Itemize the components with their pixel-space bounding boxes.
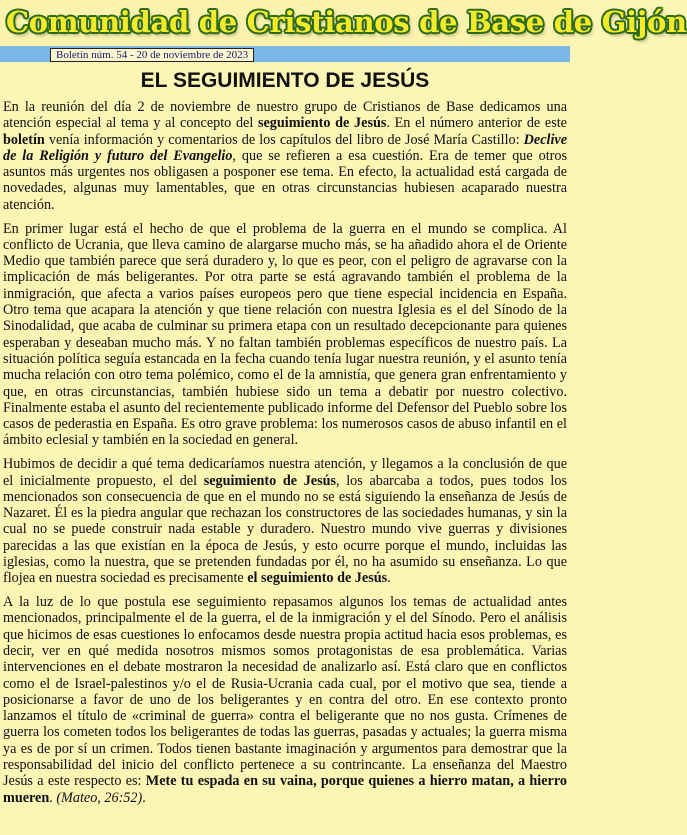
text-run: , que se refieren a esa cuestión. Era de temer que otros asuntos más urgentes nos obligasen a posponer ese tema. En efecto, la actualidad está cargada de novedades, algunas muy lamentables, que en otras circunstancias hubiesen acaparado nuestra atención. (3, 147, 567, 213)
text-run: . (387, 570, 391, 587)
text-run: . (49, 789, 57, 806)
emphasis-text: el seguimiento de Jesús (247, 570, 388, 587)
quote-text: Mete tu espada en su vaina, porque quienes a hierro matan, a hierro mueren (3, 773, 567, 806)
text-run: . (142, 789, 146, 806)
book-title-italic: Declive de la Religión y futuro del Evangelio (3, 131, 567, 164)
paragraph-2 (3, 221, 567, 449)
article-body (3, 99, 567, 813)
text-run: , los abarcaba a todos, pues todos los mencionados son consecuencia de que en el mundo no se está siguiendo la enseñanza de Jesús de Nazaret. Él es la piedra angular que rechazan los constructores de las sociedades humanas, y sin la cual no se puede construir nada estable y duradero. Nuestro mundo vive guerras y divisiones parecidas a las que existían en la época de Jesús, y esto ocurre porque el mundo, incluidas las iglesias, como la nuestra, que se pretenden fundadas por él, no ha asumido su enseñanza. Lo que flojea en nuestra sociedad es precisamente (3, 472, 567, 587)
citation: (Mateo, 26:52) (56, 789, 143, 806)
paragraph-3 (3, 456, 567, 586)
masthead-title: Comunidad de Cristianos de Base de Gijón (6, 5, 687, 39)
paragraph-1 (3, 99, 567, 213)
emphasis-text: boletín (3, 131, 45, 148)
paragraph-4 (3, 594, 567, 806)
bulletin-issue-label: Boletín núm. 54 - 20 de noviembre de 2023 (50, 48, 254, 62)
emphasis-text: seguimiento de Jesús (257, 115, 387, 132)
text-run: En la reunión del día 2 de noviembre de nuestro grupo de Cristianos de Base dedicamos una atención especial al tema y al concepto del (3, 99, 567, 132)
text-run: En primer lugar está el hecho de que el problema de la guerra en el mundo se complica. Al conflicto de Ucrania, que lleva camino de alargarse mucho más, se ha añadido ahora el de Oriente Medio que también parece que será duradero y, lo que es peor, con el peligro de agravarse con la implicación de más beligerantes. Por otra parte se está agravando también el problema de la inmigración, que afecta a varios países europeos pero que tiene especial incidencia en España. Otro tema que acapara la atención y que tiene relación con nuestra Iglesia es el del Sínodo de la Sinodalidad, que acaba de culminar su primera etapa con un resultado decepcionante para quienes esperaban y deseaban mucho más. Y no faltan también problemas específicos de nuestro país. La situación política seguía estancada en la fecha cuando tenía lugar nuestra reunión, y el asunto tenía mucha relación con otro tema polémico, como el de la amnistía, que genera gran enfrentamiento y que, en otras circunstancias, también hubiese sido un tema a debatir por nuestro colectivo. Finalmente estaba el asunto del recientemente publicado informe del Defensor del Pueblo sobre los casos de pederastia en España. Es otro grave problema: los numerosos casos de abuso infantil en el ámbito eclesial y también en la sociedad en general. (3, 220, 567, 449)
text-run: A la luz de lo que postula ese seguimiento repasamos algunos los temas de actualidad antes mencionados, principalmente el de la guerra, el de la inmigración y el del Sínodo. Pero el análisis que hicimos de esas cuestiones lo enfocamos desde nuestra propia actitud hacia esos problemas, es decir, ver en qué medida nosotros mismos somos protagonistas de esa problemática. Varias intervenciones en el debate mostraron la necesidad de analizarlo así. Está claro que en conflictos como el de Israel-palestinos y/o el de Rusia-Ucrania cada cual, por el motivo que sea, tiende a posicionarse a favor de uno de los beligerantes y en contra del otro. En ese contexto pronto lanzamos el título de «criminal de guerra» contra el beligerante que no nos gusta. Crímenes de guerra los cometen todos los beligerantes de todas las guerras, pasadas y actuales; la guerra misma ya es de por sí un crimen. Todos tienen bastante imaginación y argumentos para demostrar que la responsabilidad del inicio del conflicto pertenece a su contrincante. La enseñanza del Maestro Jesús a este respecto es: (3, 594, 567, 790)
masthead (0, 0, 687, 62)
text-run: . En el número anterior de este (386, 115, 567, 132)
article-headline: EL SEGUIMIENTO DE JESÚS (140, 69, 430, 92)
text-run: venía información y comentarios de los capítulos del libro de José María Castillo: (44, 131, 524, 148)
emphasis-text: seguimiento de Jesús (203, 472, 337, 489)
text-run: Hubimos de decidir a qué tema dedicaríamos nuestra atención, y llegamos a la conclusión de que el inicialmente propuesto, el del (3, 456, 567, 489)
